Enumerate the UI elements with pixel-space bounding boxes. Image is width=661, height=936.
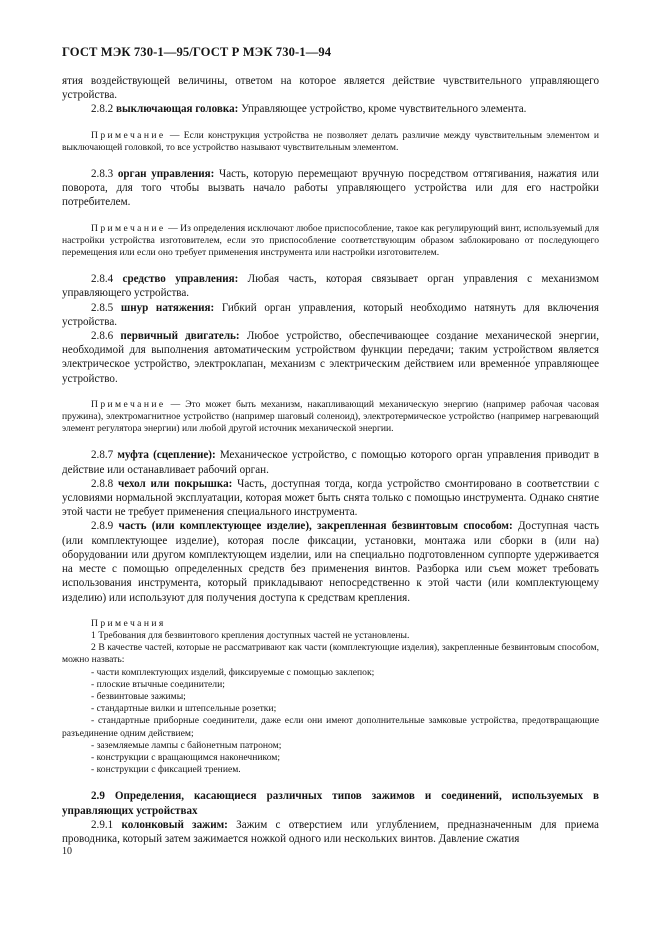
clause-text: Зажим с отверстием или углублением, предназначенным для приема проводника, который затем зажимается ножкой одного или нескольких винтов. Давление сжатия (62, 818, 599, 845)
clause-text: Любая часть, которая связывает орган управления с механизмом управляющего устройства. (62, 273, 599, 300)
paragraph-intro: ятия воздействующей величины, ответом на которое является действие чувствительного управляющего устройства. (62, 75, 599, 102)
note-1 (62, 130, 599, 154)
clause-term: орган управления: (117, 168, 215, 181)
list-item: - конструкции с фиксацией трением. (91, 764, 241, 776)
note-label: Примечание (91, 129, 166, 141)
clause-number: 2.8.4 (91, 273, 114, 286)
clause-2-8-4 (62, 272, 599, 300)
list-item: - части комплектующих изделий, фиксируемые с помощью заклепок; (91, 666, 375, 678)
clause-2-8-5 (62, 301, 599, 329)
clause-number: 2.8.3 (91, 168, 114, 181)
note-text: — Если конструкция устройства не позволяет делать различие между чувствительным элементом и выключающей головкой, то все устройство называют чувствительным элементом. (62, 129, 599, 153)
clause-text: Доступная часть (или комплектующее изделие), которая после фиксации, установки, монтажа или сборки в (или на) оборудовании или другом комплектующем изделии, или на специально подготовленном суппорте удерживается на месте с помощью определенных средств без применения винтов. Разборка или съем может требовать использования инструмента, который прикладывают непосредственно к этой части (или комплектующему изделию) или используют для получения доступа к средствам крепления. (62, 520, 600, 604)
clause-number: 2.8.5 (91, 301, 114, 314)
note-2 (62, 223, 599, 260)
clause-number: 2.8.6 (91, 330, 114, 343)
clause-text: Любое устройство, обеспечивающее создание механической энергии, необходимой для выполнения автоматическим устройством функции передачи; таким устройством является электрическое устройство, электроклапан, механизм с электрическим действием или временно́е управляющее устройство. (62, 330, 599, 385)
note-label: Примечание (91, 398, 166, 410)
clause-term: первичный двигатель: (120, 330, 240, 343)
note-text: — Это может быть механизм, накапливающий механическую энергию (например рабочая часовая пружина), электромагнитное устройство (например шаговый соленоид), электротермическое устройство (например нагревающий элемент регулятора энергии) или любой другой источник механической энергии. (62, 398, 599, 435)
page-content (62, 74, 599, 846)
notes-label: Примечания (91, 617, 166, 629)
section-heading-2-9: 2.9 Определения, касающиеся различных типов зажимов и соединений, используемых в управляющих устройствах (62, 790, 599, 817)
note-text: — Из определения исключают любое приспособление, такое как регулирующий винт, используемый для настройки устройства изготовителем, если это приспособление соответствующим образом заблокировано от последующего перемещения или если оно требует применения инструмента или настройки изготовителем. (62, 222, 600, 259)
clause-number: 2.8.7 (91, 449, 114, 462)
clause-number: 2.8.2 (91, 103, 114, 116)
list-item: - стандартные приборные соединители, даже если они имеют дополнительные замковые устройства, предотвращающие разъединение одним действием; (62, 715, 599, 739)
list-item: - заземляемые лампы с байонетным патроном; (91, 739, 282, 751)
clause-2-8-6 (62, 329, 599, 386)
clause-2-8-7 (62, 448, 599, 476)
clause-2-8-9 (62, 519, 599, 604)
list-item: - безвинтовые зажимы; (91, 690, 186, 702)
page-header: ГОСТ МЭК 730-1—95/ГОСТ Р МЭК 730-1—94 (62, 45, 332, 59)
clause-term: часть (или комплектующее изделие), закрепленная безвинтовым способом: (118, 520, 513, 533)
list-item: - конструкции с вращающимся наконечником; (91, 751, 281, 763)
clause-text: Часть, доступная тогда, когда устройство смонтировано в соответствии с условиями нормальной эксплуатации, которая может быть снята только с помощью инструмента. Однако снятие этой части не требует применения специального инструмента. (62, 477, 599, 519)
clause-text: Механическое устройство, с помощью которого орган управления приводит в действие или останавливает рабочий орган. (62, 449, 599, 476)
clause-number: 2.9.1 (91, 818, 114, 831)
clause-text: Гибкий орган управления, который необходимо натянуть для включения устройства. (62, 301, 599, 328)
clause-text: Часть, которую перемещают вручную посредством оттягивания, нажатия или поворота, для того чтобы вызвать начало работы управляющего устройства или для его настройки потребителем. (62, 168, 599, 209)
note-3 (62, 399, 599, 436)
clause-text: Управляющее устройство, кроме чувствительного элемента. (241, 103, 527, 116)
note-label: Примечание (91, 222, 166, 234)
notes-list (62, 667, 599, 777)
clause-number: 2.8.8 (91, 477, 114, 490)
clause-2-9-1 (62, 818, 599, 846)
clause-2-8-2 (62, 102, 599, 116)
list-item: - плоские втычные соединители; (91, 678, 225, 690)
clause-number: 2.8.9 (91, 520, 114, 533)
clause-term: средство управления: (122, 273, 239, 286)
clause-term: выключающая головка: (115, 103, 239, 116)
clause-term: колонковый зажим: (121, 818, 228, 831)
notes-item-1: 1 Требования для безвинтового крепления доступных частей не установлены. (91, 629, 410, 641)
notes-item-2: 2 В качестве частей, которые не рассматривают как части (комплектующие изделия), закрепленные безвинтовым способом, можно назвать: (62, 642, 599, 666)
notes-heading (62, 618, 599, 630)
page-number: 10 (62, 846, 72, 857)
clause-term: муфта (сцепление): (117, 449, 216, 462)
clause-term: шнур натяжения: (120, 301, 215, 314)
clause-2-8-3 (62, 167, 599, 210)
clause-2-8-8 (62, 477, 599, 520)
clause-term: чехол или покрышка: (118, 477, 233, 490)
list-item: - стандартные вилки и штепсельные розетки; (91, 703, 277, 715)
